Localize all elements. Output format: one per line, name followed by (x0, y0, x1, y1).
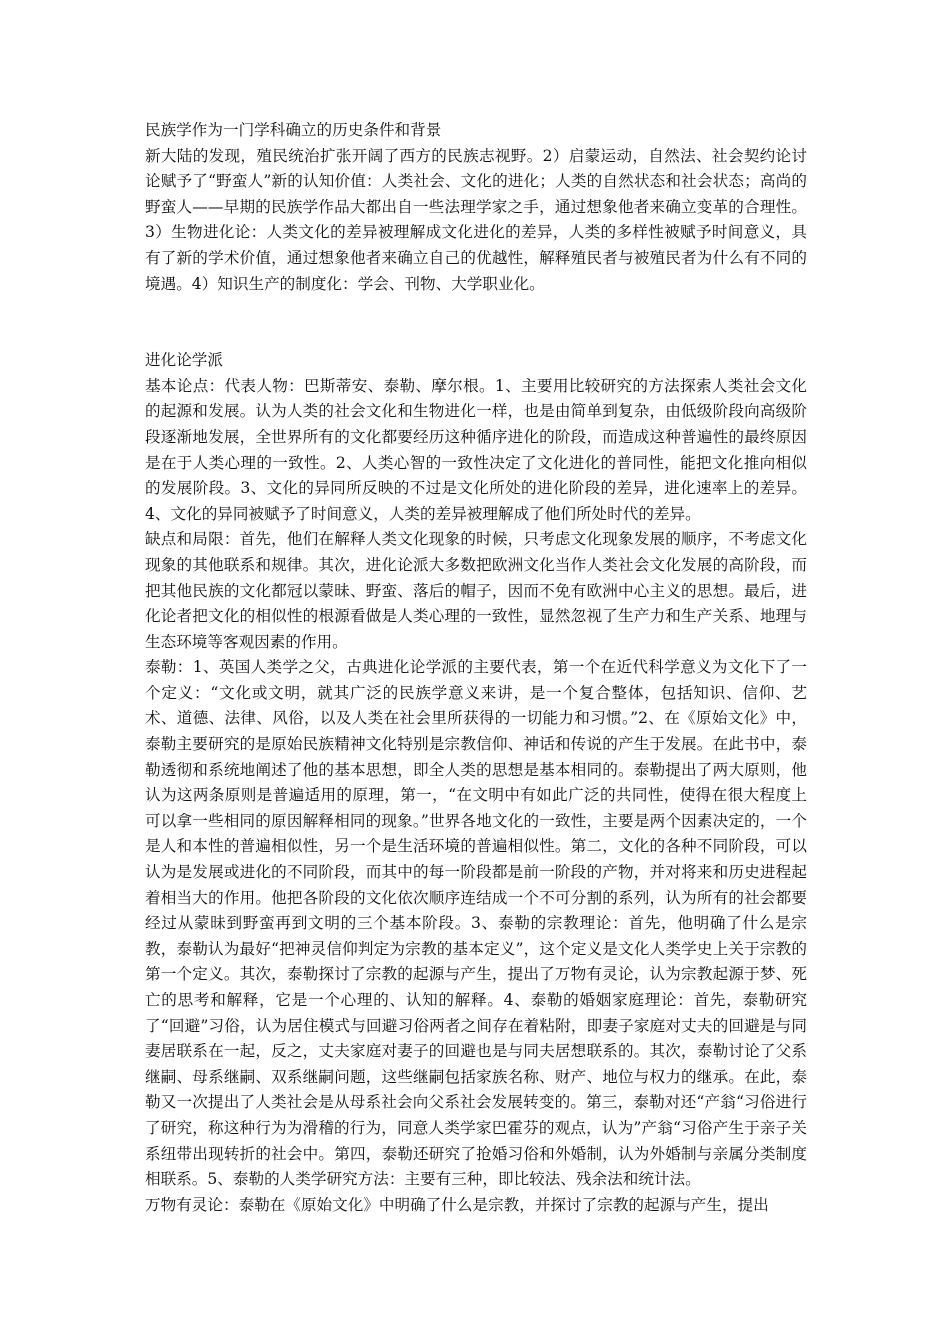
paragraph-limitations: 缺点和局限：首先，他们在解释人类文化现象的时候，只考虑文化现象发展的顺序，不考虑文化现象的其他联系和规律。其次，进化论派大多数把欧洲文化当作人类社会文化发展的高阶段，而把其他民族的文化都冠以蒙昧、野蛮、落后的帽子，因而不免有欧洲中心主义的思想。最后，进化论者把文化的相似性的根源看做是人类心理的一致性，显然忽视了生产力和生产关系、地理与生态环境等客观因素的作用。 (145, 530, 807, 651)
paragraph-gap (145, 297, 807, 348)
paragraph-background: 新大陆的发现，殖民统治扩张开阔了西方的民族志视野。2）启蒙运动，自然法、社会契约论讨论赋予了“野蛮人”新的认知价值：人类社会、文化的进化；人类的自然状态和社会状态；高尚的野蛮人——早期的民族学作品大都出自一些法理学家之手，通过想象他者来确立变革的合理性。3）生物进化论：人类文化的差异被理解成文化进化的差异，人类的多样性被赋予时间意义，具有了新的学术价值，通过想象他者来确立自己的优越性，解释殖民者与被殖民者为什么有不同的境遇。4）知识生产的制度化：学会、刊物、大学职业化。 (145, 146, 807, 293)
paragraph-tylor: 泰勒：1、英国人类学之父，古典进化论学派的主要代表，第一个在近代科学意义为文化下了一个定义：“文化或文明，就其广泛的民族学意义来讲，是一个复合整体，包括知识、信仰、艺术、道德、法律、风俗，以及人类在社会里所获得的一切能力和习惯。”2、在《原始文化》中，泰勒主要研究的是原始民族精神文化特别是宗教信仰、神话和传说的产生于发展。在此书中，泰勒透彻和系统地阐述了他的基本思想，即全人类的思想是基本相同的。泰勒提出了两大原则，他认为这两条原则是普遍适用的原理，第一，“在文明中有如此广泛的共同性，使得在很大程度上可以拿一些相同的原因解释相同的现象。”世界各地文化的一致性，主要是两个因素决定的，一个是人和本性的普遍相似性，另一个是生活环境的普遍相似性。第二，文化的各种不同阶段，可以认为是发展或进化的不同阶段，而其中的每一阶段都是前一阶段的产物，并对将来和历史进程起着相当大的作用。他把各阶段的文化依次顺序连结成一个不可分割的系列，认为所有的社会都要经过从蒙昧到野蛮再到文明的三个基本阶段。3、泰勒的宗教理论：首先，他明确了什么是宗教，泰勒认为最好“把神灵信仰判定为宗教的基本定义”，这个定义是文化人类学史上关于宗教的第一个定义。其次，泰勒探讨了宗教的起源与产生，提出了万物有灵论，认为宗教起源于梦、死亡的思考和解释，它是一个心理的、认知的解释。4、泰勒的婚姻家庭理论：首先，泰勒研究了“回避”习俗，认为居住模式与回避习俗两者之间存在着粘附，即妻子家庭对丈夫的回避是与同妻居联系在一起，反之，丈夫家庭对妻子的回避也是与同夫居想联系的。其次，泰勒讨论了父系继嗣、母系继嗣、双系继嗣问题，这些继嗣包括家族名称、财产、地位与权力的继承。在此，泰勒又一次提出了人类社会是从母系社会向父系社会发展转变的。第三，泰勒对还“产翁“习俗进行了研究，称这种行为为滑稽的行为，同意人类学家巴霍芬的观点，认为”产翁“习俗产生于亲子关系纽带出现转折的社会中。第四，泰勒还研究了抢婚习俗和外婚制，认为外婚制与亲属分类制度相联系。5、泰勒的人类学研究方法：主要有三种，即比较法、残余法和统计法。 (145, 658, 807, 1189)
section-heading-ethnology-background: 民族学作为一门学科确立的历史条件和背景 (145, 121, 442, 139)
section-heading-evolutionism: 进化论学派 (145, 351, 223, 370)
document-page (145, 118, 807, 1218)
paragraph-animism: 万物有灵论：泰勒在《原始文化》中明确了什么是宗教，并探讨了宗教的起源与产生，提出 (145, 1195, 769, 1214)
paragraph-basic-arguments: 基本论点：代表人物：巴斯蒂安、泰勒、摩尔根。1、主要用比较研究的方法探索人类社会文化的起源和发展。认为人类的社会文化和生物进化一样，也是由简单到复杂，由低级阶段向高级阶段逐渐地发展，全世界所有的文化都要经历这种循序进化的阶段，而造成这种普遍性的最终原因是在于人类心理的一致性。2、人类心智的一致性决定了文化进化的普同性，能把文化推向相似的发展阶段。3、文化的异同所反映的不过是文化所处的进化阶段的差异，进化速率上的差异。4、文化的异同被赋予了时间意义，人类的差异被理解成了他们所处时代的差异。 (145, 376, 807, 523)
